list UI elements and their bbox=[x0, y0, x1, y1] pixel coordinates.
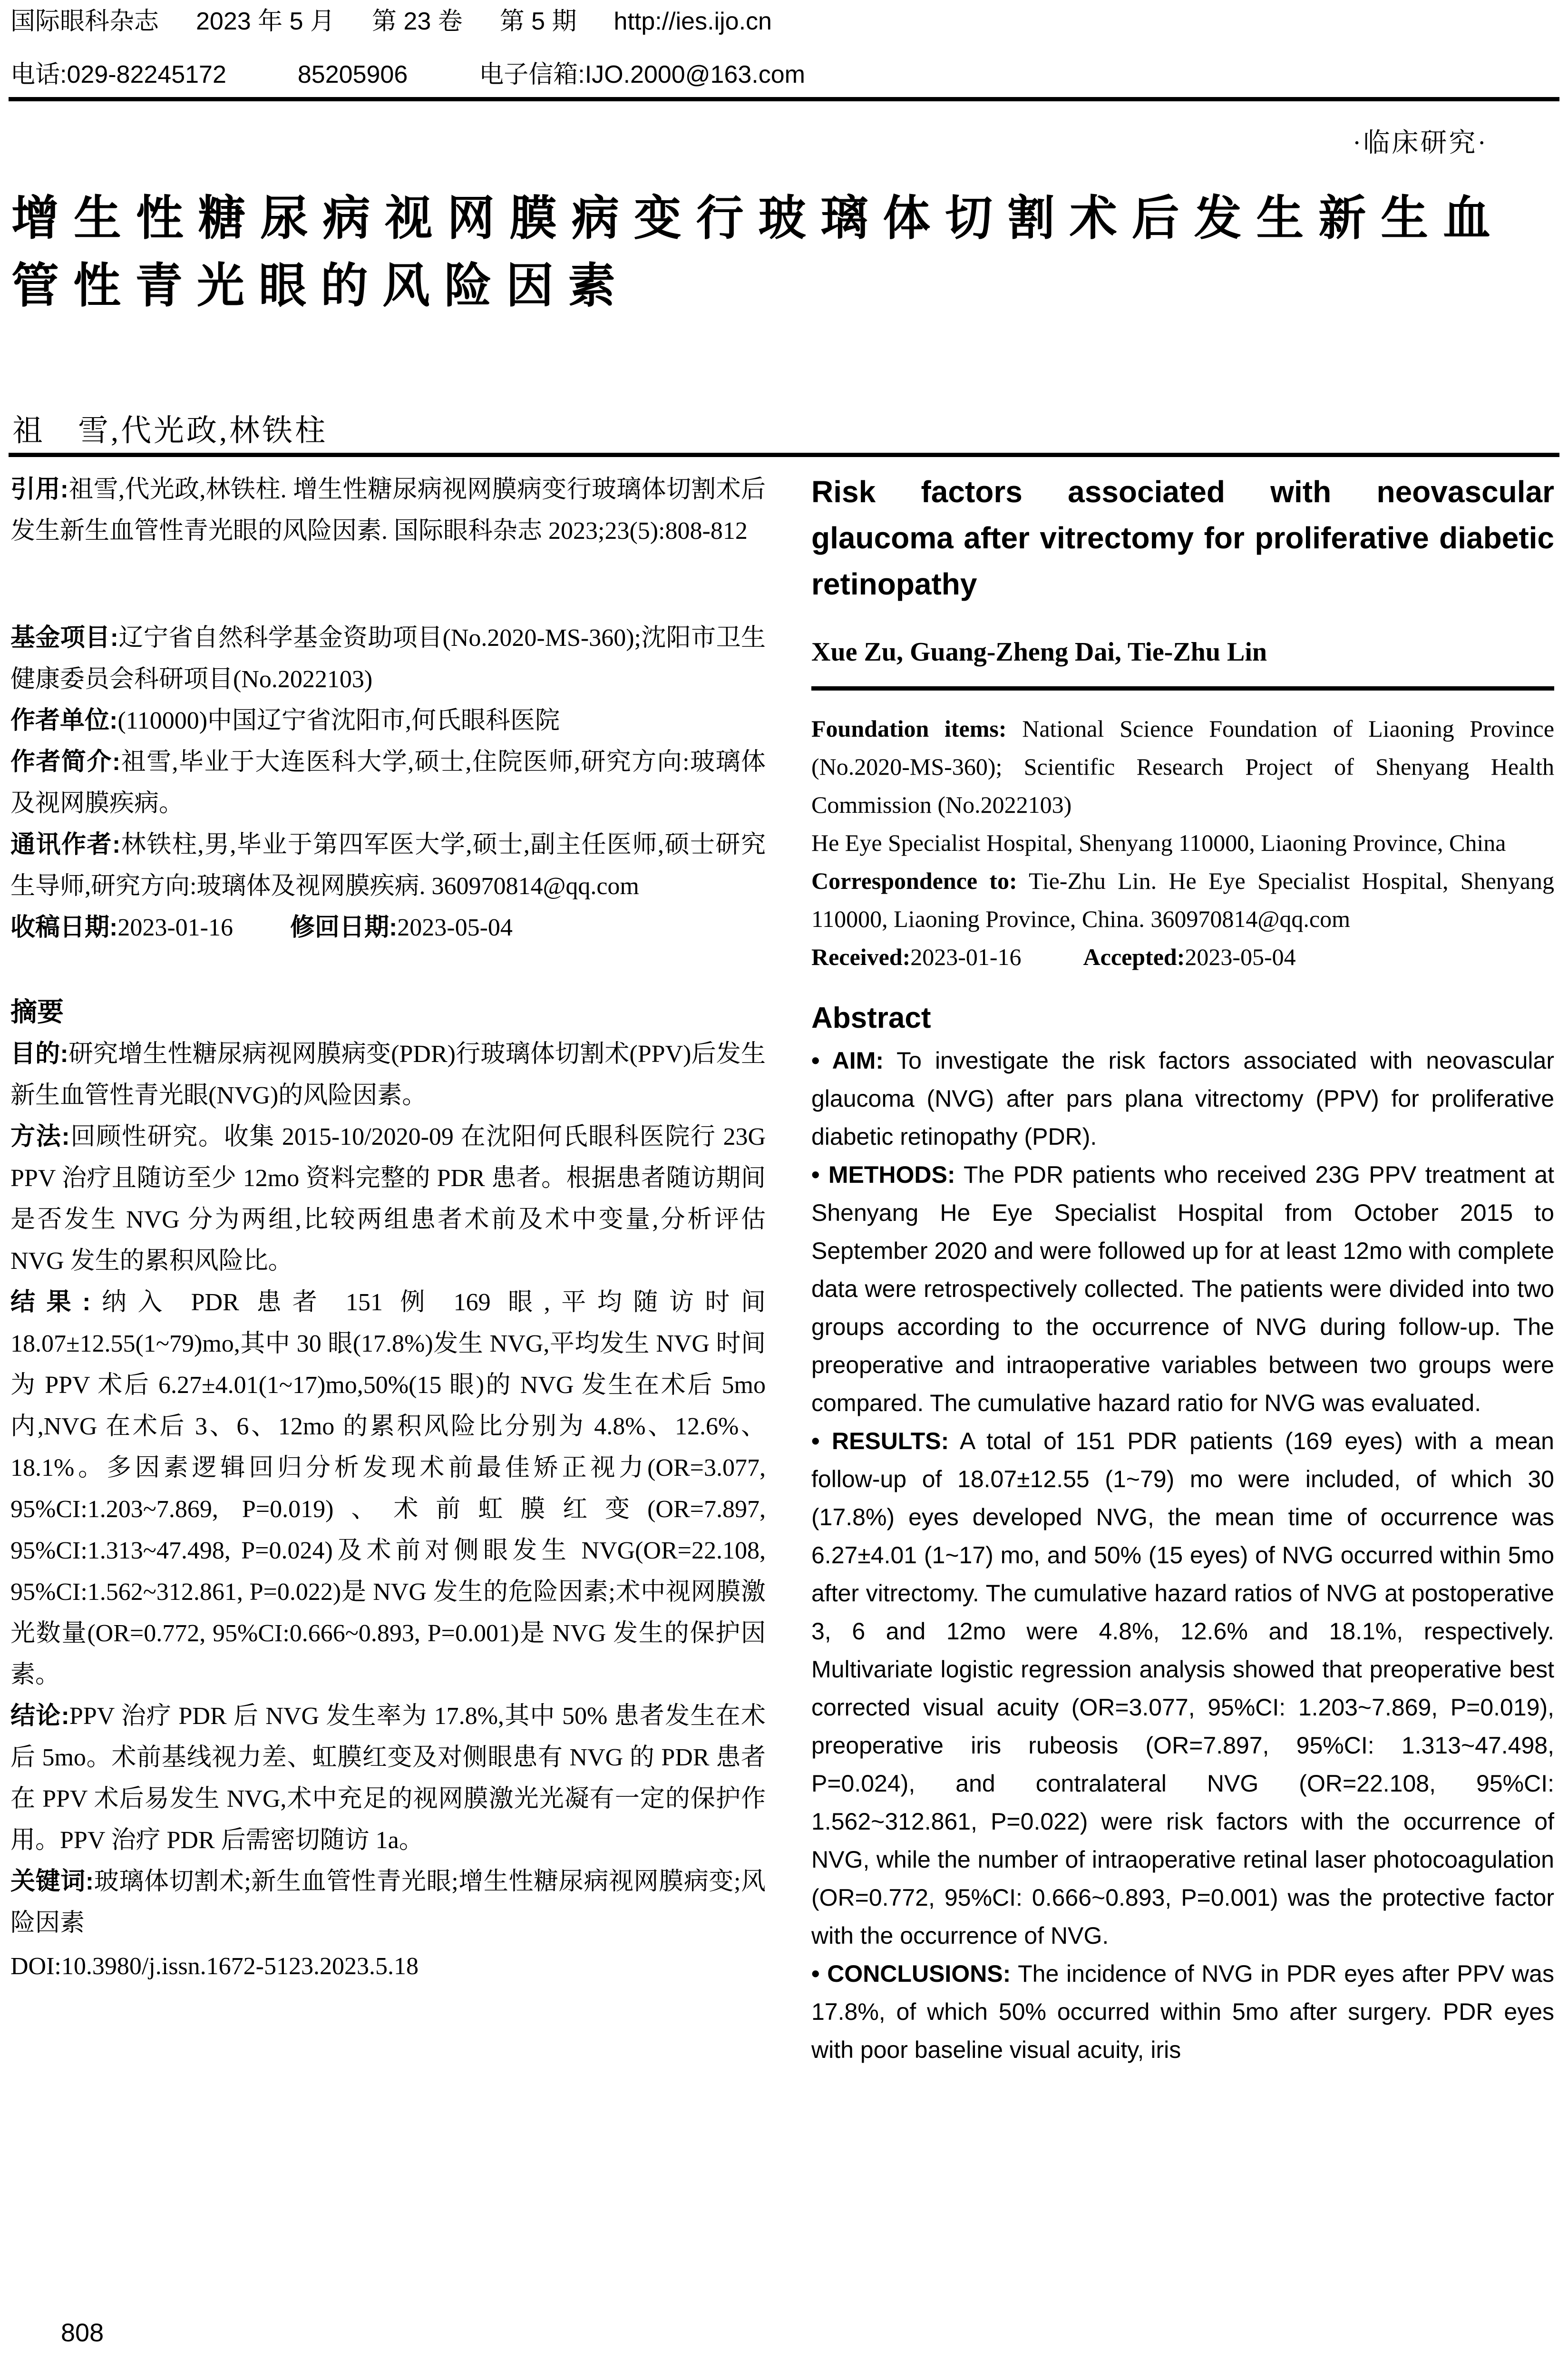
correspondence-text-cn: 林铁柱,男,毕业于第四军医大学,硕士,副主任医师,硕士研究生导师,研究方向:玻璃体及视网膜疾病. 360970814@qq.com bbox=[10, 831, 766, 900]
volume-label: 第 23 卷 bbox=[371, 8, 463, 35]
left-column bbox=[10, 469, 766, 1987]
accepted-date-en: 2023-05-04 bbox=[1185, 944, 1296, 970]
author-bio-paragraph bbox=[10, 741, 766, 824]
journal-url: http://ies.ijo.cn bbox=[614, 8, 772, 35]
journal-name: 国际眼科杂志 bbox=[10, 8, 159, 35]
foundation-paragraph-cn bbox=[10, 617, 766, 700]
authors-en: Xue Zu, Guang-Zheng Dai, Tie-Zhu Lin bbox=[811, 637, 1267, 667]
citation-text: 祖雪,代光政,林铁柱. 增生性糖尿病视网膜病变行玻璃体切割术后发生新生血管性青光眼的风险因素. 国际眼科杂志 2023;23(5):808-812 bbox=[10, 476, 766, 545]
aim-label-en: • AIM: bbox=[811, 1047, 884, 1074]
section-tag: ·临床研究· bbox=[1352, 128, 1488, 158]
correspondence-label-cn: 通讯作者: bbox=[10, 831, 121, 858]
results-text-cn: 纳入 PDR 患者 151 例 169 眼,平均随访时间 18.07±12.55(1~79)mo,其中 30 眼(17.8%)发生 NVG,平均发生 NVG 时间为 PPV 术后 6.27±4.01(1~17)mo,50%(15 眼)的 NVG 发生在术后 5mo 内,NVG 在术后 3、6、12mo 的累积风险比分别为 4.8%、12.6%、18.1%。多因素逻辑回归分析发现术前最佳矫正视力(OR=3.077, 95%CI:1.203~7.869, P=0.019)、术前虹膜红变(OR=7.897, 95%CI:1.313~47.498, P=0.024)及术前对侧眼发生 NVG(OR=22.108, 95%CI:1.562~312.861, P=0.022)是 NVG 发生的危险因素;术中视网膜激光数量(OR=0.772, 95%CI:0.666~0.893, P=0.001)是 NVG 发生的保护因素。 bbox=[10, 1289, 766, 1688]
keywords-label: 关键词: bbox=[10, 1868, 94, 1895]
affiliation-text-cn: (110000)中国辽宁省沈阳市,何氏眼科医院 bbox=[117, 707, 560, 734]
methods-paragraph-cn bbox=[10, 1116, 766, 1282]
correspondence-paragraph-en bbox=[811, 862, 1554, 938]
dates-line-cn bbox=[10, 907, 766, 948]
aim-text-cn: 研究增生性糖尿病视网膜病变(PDR)行玻璃体切割术(PPV)后发生新生血管性青光眼(NVG)的风险因素。 bbox=[10, 1041, 766, 1109]
journal-phone2: 85205906 bbox=[297, 61, 408, 88]
paper-title-cn: 增生性糖尿病视网膜病变行玻璃体切割术后发生新生血管性青光眼的风险因素 bbox=[11, 192, 1505, 312]
methods-text-cn: 回顾性研究。收集 2015-10/2020-09 在沈阳何氏眼科医院行 23G PPV 治疗且随访至少 12mo 资料完整的 PDR 患者。根据患者随访期间是否发生 NVG 分为两组,比较两组患者术前及术中变量,分析评估 NVG 发生的累积风险比。 bbox=[10, 1123, 766, 1275]
conclusion-paragraph-cn bbox=[10, 1695, 766, 1861]
methods-label-cn: 方法: bbox=[10, 1123, 70, 1150]
abstract-heading-cn: 摘要 bbox=[10, 998, 64, 1027]
abstract-heading-en: Abstract bbox=[811, 1002, 931, 1034]
author-bio-text: 祖雪,毕业于大连医科大学,硕士,住院医师,研究方向:玻璃体及视网膜疾病。 bbox=[10, 749, 766, 817]
right-column bbox=[811, 469, 1554, 2069]
methods-label-en: • METHODS: bbox=[811, 1161, 955, 1188]
header-rule bbox=[9, 97, 1559, 101]
received-label-en: Received: bbox=[811, 944, 911, 970]
results-paragraph-en bbox=[811, 1422, 1554, 1955]
conclusions-text-en: The incidence of NVG in PDR eyes after PPV was 17.8%, of which 50% occurred within 5mo after surgery. PDR eyes with poor baseline visual acuity, iris bbox=[811, 1960, 1554, 2063]
conclusion-text-cn: PPV 治疗 PDR 后 NVG 发生率为 17.8%,其中 50% 患者发生在术后 5mo。术前基线视力差、虹膜红变及对侧眼患有 NVG 的 PDR 患者在 PPV 术后易发生 NVG,术中充足的视网膜激光光凝有一定的保护作用。PPV 治疗 PDR 后需密切随访 1a。 bbox=[10, 1703, 766, 1854]
results-text-en: A total of 151 PDR patients (169 eyes) with a mean follow-up of 18.07±12.55 (1~79) mo were included, of which 30 (17.8%) eyes developed NVG, the mean time of occurrence was 6.27±4.01 (1~17) mo, and 50% (15 eyes) of NVG occurred within 5mo after vitrectomy. The cumulative hazard ratios of NVG at postoperative 3, 6 and 12mo were 4.8%, 12.6% and 18.1%, respectively. Multivariate logistic regression analysis showed that preoperative best corrected visual acuity (OR=3.077, 95%CI: 1.203~7.869, P=0.019), preoperative iris rubeosis (OR=7.897, 95%CI: 1.313~47.498, P=0.024), and contralateral NVG (OR=22.108, 95%CI: 1.562~312.861, P=0.022) were risk factors with the occurrence of NVG, while the number of intraoperative retinal laser photocoagulation (OR=0.772, 95%CI: 0.666~0.893, P=0.001) was the protective factor with the occurrence of NVG. bbox=[811, 1428, 1554, 1949]
accepted-label-en: Accepted: bbox=[1083, 944, 1185, 970]
dates-line-en bbox=[811, 938, 1554, 976]
citation-paragraph bbox=[10, 469, 766, 552]
conclusion-label-cn: 结论: bbox=[10, 1702, 69, 1730]
journal-header-line2 bbox=[10, 60, 1556, 89]
conclusions-label-en: • CONCLUSIONS: bbox=[811, 1960, 1011, 1987]
keywords-paragraph bbox=[10, 1861, 766, 1944]
correspondence-label-en: Correspondence to: bbox=[811, 867, 1017, 894]
foundation-paragraph-en bbox=[811, 710, 1554, 824]
affiliation-label-cn: 作者单位: bbox=[10, 707, 118, 734]
foundation-text-en: National Science Foundation of Liaoning Province (No.2020-MS-360); Scientific Research Project of Shenyang Health Commission (No.2022103) bbox=[811, 715, 1555, 818]
author-bio-label: 作者简介: bbox=[10, 748, 121, 776]
journal-email: 电子信箱:IJO.2000@163.com bbox=[479, 61, 805, 88]
results-label-cn: 结果: bbox=[10, 1288, 91, 1316]
results-paragraph-cn bbox=[10, 1282, 766, 1695]
foundation-text-cn: 辽宁省自然科学基金资助项目(No.2020-MS-360);沈阳市卫生健康委员会科研项目(No.2022103) bbox=[10, 624, 766, 693]
methods-paragraph-en bbox=[811, 1156, 1554, 1422]
correspondence-text-en: Tie-Zhu Lin. He Eye Specialist Hospital, Shenyang 110000, Liaoning Province, China. 360970814@qq.com bbox=[811, 867, 1554, 932]
received-date-cn: 2023-01-16 bbox=[117, 914, 233, 941]
received-label-cn: 收稿日期: bbox=[10, 914, 118, 941]
doi-line: DOI:10.3980/j.issn.1672-5123.2023.5.18 bbox=[10, 1953, 419, 1980]
affiliation-paragraph-cn bbox=[10, 700, 766, 741]
issue-date: 2023 年 5 月 bbox=[196, 8, 335, 35]
foundation-label-cn: 基金项目: bbox=[10, 624, 118, 652]
aim-label-cn: 目的: bbox=[10, 1040, 68, 1068]
title-divider-rule bbox=[9, 453, 1559, 457]
page-number: 808 bbox=[61, 2319, 104, 2347]
results-label-en: • RESULTS: bbox=[811, 1428, 949, 1454]
issue-number: 第 5 期 bbox=[499, 8, 577, 35]
authors-cn: 祖 雪,代光政,林铁柱 bbox=[12, 414, 328, 448]
journal-phone: 电话:029-82245172 bbox=[10, 61, 226, 88]
methods-text-en: The PDR patients who received 23G PPV treatment at Shenyang He Eye Specialist Hospital from October 2015 to September 2020 and were followed up for at least 12mo with complete data were retrospectively collected. The patients were divided into two groups according to the occurrence of NVG during follow-up. The preoperative and intraoperative variables between two groups were compared. The cumulative hazard ratio for NVG was evaluated. bbox=[811, 1161, 1555, 1416]
journal-header-line1 bbox=[10, 7, 1556, 36]
paper-title-en: Risk factors associated with neovascular glaucoma after vitrectomy for proliferative diabetic retinopathy bbox=[811, 475, 1554, 601]
received-date-en: 2023-01-16 bbox=[910, 944, 1022, 970]
revised-date-cn: 2023-05-04 bbox=[397, 914, 513, 941]
foundation-label-en: Foundation items: bbox=[811, 715, 1007, 742]
keywords-text: 玻璃体切割术;新生血管性青光眼;增生性糖尿病视网膜病变;风险因素 bbox=[10, 1868, 766, 1937]
conclusions-paragraph-en bbox=[811, 1955, 1554, 2069]
affiliation-paragraph-en: He Eye Specialist Hospital, Shenyang 110000, Liaoning Province, China bbox=[811, 829, 1506, 856]
aim-paragraph-cn bbox=[10, 1033, 766, 1116]
citation-label: 引用: bbox=[10, 476, 68, 503]
aim-text-en: To investigate the risk factors associated with neovascular glaucoma (NVG) after pars plana vitrectomy (PPV) for proliferative diabetic retinopathy (PDR). bbox=[811, 1047, 1554, 1150]
aim-paragraph-en bbox=[811, 1042, 1554, 1156]
correspondence-paragraph-cn bbox=[10, 824, 766, 907]
authors-divider-rule bbox=[811, 686, 1554, 691]
revised-label-cn: 修回日期: bbox=[290, 914, 398, 941]
